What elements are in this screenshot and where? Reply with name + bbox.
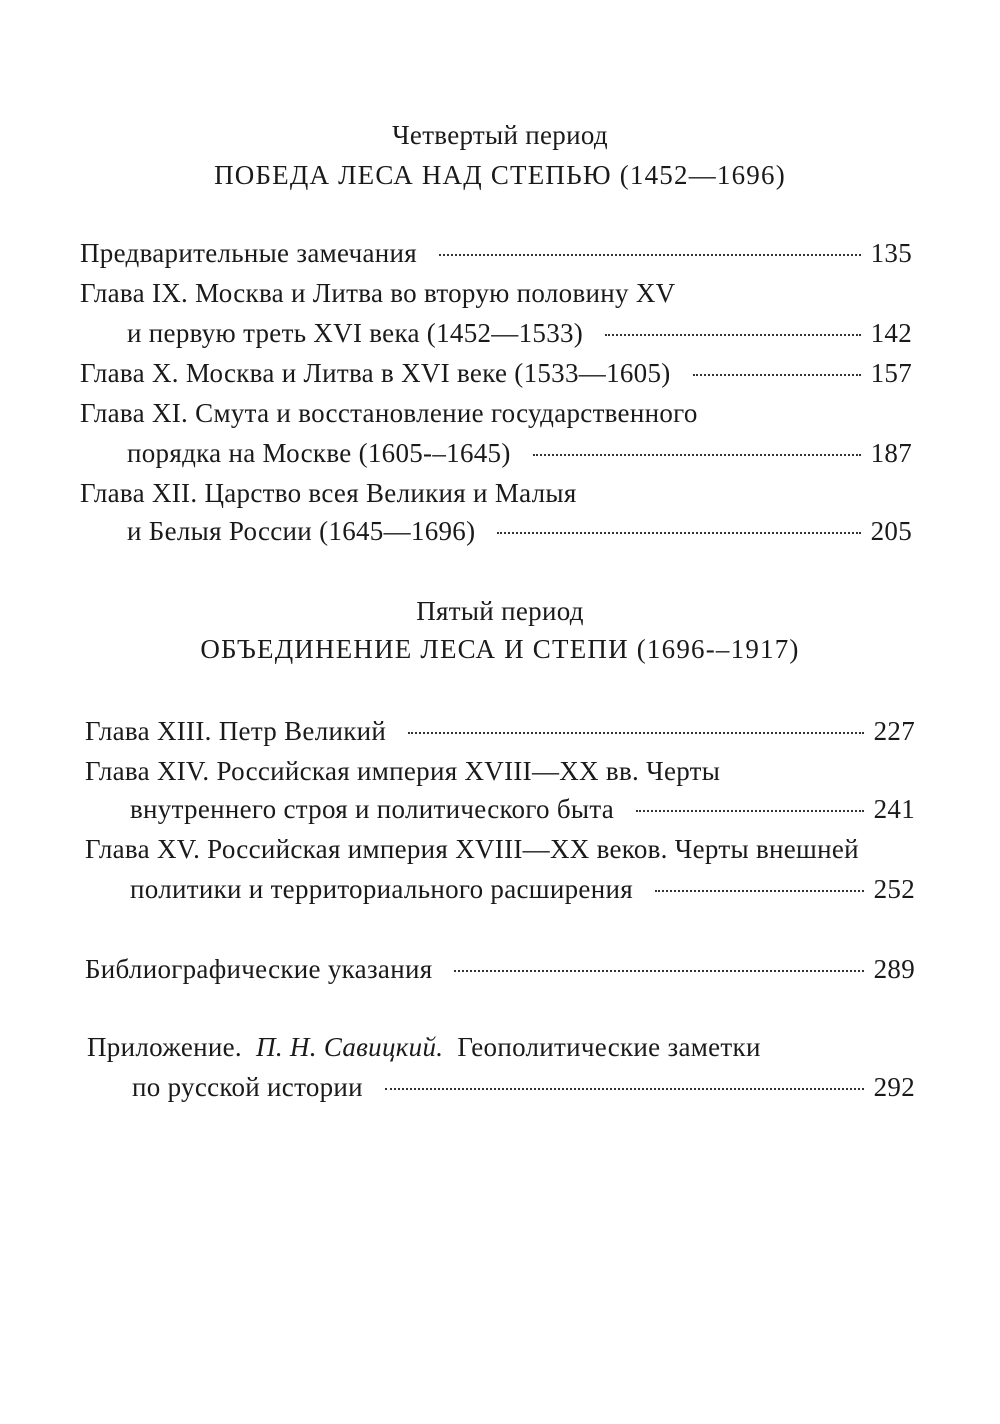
toc-entry-text: Глава XII. Царство всея Великия и Малыя <box>80 478 577 508</box>
toc-entry-text: по русской истории <box>132 1072 363 1102</box>
leader-dots <box>439 254 861 256</box>
period-4-title: ПОБЕДА ЛЕСА НАД СТЕПЬЮ (1452—1696) <box>214 160 786 190</box>
leader-dots <box>655 890 864 892</box>
toc-entry-text: Библиографические указания <box>85 954 433 984</box>
toc-page-number: 187 <box>870 438 912 468</box>
toc-entry-text: Глава XIV. Российская империя XVIII—XX вв. Черты <box>85 756 721 786</box>
toc-entry-text: Глава XV. Российская империя XVIII—XX веков. Черты внешней <box>85 834 859 864</box>
appendix-first-line <box>87 1032 761 1063</box>
toc-page-number: 157 <box>870 358 912 388</box>
toc-page-number: 227 <box>873 716 915 746</box>
toc-entry-text: Глава XIII. Петр Великий <box>85 716 387 746</box>
leader-dots <box>385 1088 864 1090</box>
toc-entry-text: Глава XI. Смута и восстановление государственного <box>80 398 698 428</box>
toc-entry-text: Глава X. Москва и Литва в XVI веке (1533—1605) <box>80 358 671 388</box>
toc-page-number: 135 <box>870 238 912 268</box>
appendix-title: Геополитические заметки <box>457 1032 761 1062</box>
toc-entry-text: и первую треть XVI века (1452—1533) <box>127 318 584 348</box>
appendix-author: П. Н. Савицкий. <box>256 1032 444 1062</box>
appendix-prefix: Приложение. <box>87 1032 242 1062</box>
period-4-label: Четвертый период <box>392 120 608 150</box>
toc-entry-text: политики и территориального расширения <box>130 874 633 904</box>
toc-page-number: 205 <box>870 516 912 546</box>
toc-page-number: 252 <box>873 874 915 904</box>
toc-entry-text: внутреннего строя и политического быта <box>130 794 615 824</box>
leader-dots <box>408 732 863 734</box>
leader-dots <box>605 334 861 336</box>
leader-dots <box>533 454 861 456</box>
toc-entry-text: Глава IX. Москва и Литва во вторую половину XV <box>80 278 676 308</box>
toc-page-number: 289 <box>873 954 915 984</box>
leader-dots <box>454 970 863 972</box>
toc-entry-text: и Белыя России (1645—1696) <box>127 516 476 546</box>
leader-dots <box>636 810 864 812</box>
toc-page-number: 241 <box>873 794 915 824</box>
period-5-label: Пятый период <box>416 596 584 626</box>
leader-dots <box>497 532 860 534</box>
period-5-title: ОБЪЕДИНЕНИЕ ЛЕСА И СТЕПИ (1696-–1917) <box>200 634 800 664</box>
leader-dots <box>693 374 861 376</box>
toc-entry-text: порядка на Москве (1605-–1645) <box>127 438 511 468</box>
toc-page-number: 142 <box>870 318 912 348</box>
toc-entry-text: Предварительные замечания <box>80 238 418 268</box>
toc-page-number: 292 <box>873 1072 915 1102</box>
